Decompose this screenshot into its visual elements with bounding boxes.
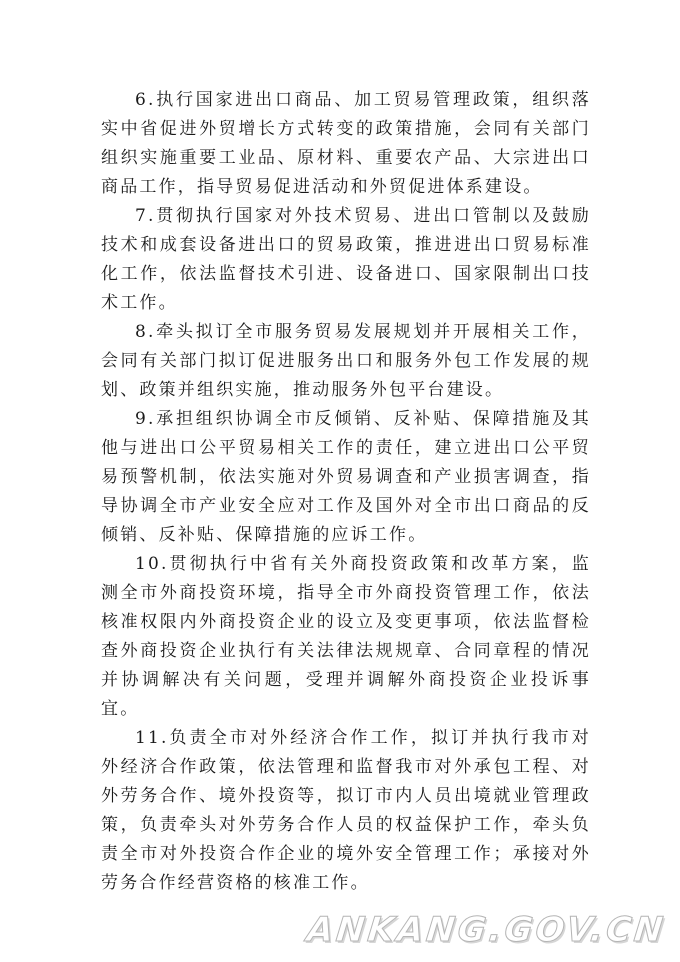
site-watermark: ANKANG.GOV.CN bbox=[305, 910, 669, 950]
document-body bbox=[101, 86, 591, 898]
paragraph-item-9: 9.承担组织协调全市反倾销、反补贴、保障措施及其他与进出口公平贸易相关工作的责任，建立进出口公平贸易预警机制，依法实施对外贸易调查和产业损害调查，指导协调全市产业安全应对工作及国外对全市出口商品的反倾销、反补贴、保障措施的应诉工作。 bbox=[101, 409, 591, 545]
paragraph-item-6: 6.执行国家进出口商品、加工贸易管理政策，组织落实中省促进外贸增长方式转变的政策措施，会同有关部门组织实施重要工业品、原材料、重要农产品、大宗进出口商品工作，指导贸易促进活动和外贸促进体系建设。 bbox=[101, 90, 591, 197]
paragraph-item-10: 10.贯彻执行中省有关外商投资政策和改革方案，监测全市外商投资环境，指导全市外商投资管理工作，依法核准权限内外商投资企业的设立及变更事项，依法监督检查外商投资企业执行有关法律法规规章、合同章程的情况并协调解决有关问题，受理并调解外商投资企业投诉事宜。 bbox=[101, 554, 591, 719]
paragraph-item-7: 7.贯彻执行国家对外技术贸易、进出口管制以及鼓励技术和成套设备进出口的贸易政策，推进进出口贸易标准化工作，依法监督技术引进、设备进口、国家限制出口技术工作。 bbox=[101, 206, 591, 313]
paragraph-item-11: 11.负责全市对外经济合作工作，拟订并执行我市对外经济合作政策，依法管理和监督我市对外承包工程、对外劳务合作、境外投资等，拟订市内人员出境就业管理政策，负责牵头对外劳务合作人员的权益保护工作，牵头负责全市对外投资合作企业的境外安全管理工作；承接对外劳务合作经营资格的核准工作。 bbox=[101, 728, 591, 893]
paragraph-item-8: 8.牵头拟订全市服务贸易发展规划并开展相关工作，会同有关部门拟订促进服务出口和服务外包工作发展的规划、政策并组织实施，推动服务外包平台建设。 bbox=[101, 322, 591, 400]
